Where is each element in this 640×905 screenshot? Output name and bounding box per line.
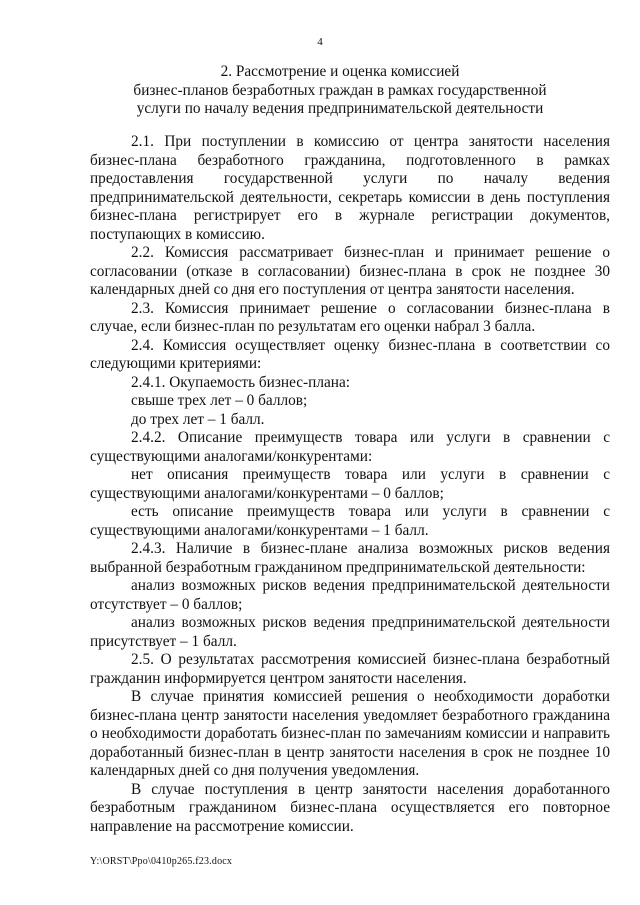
paragraph-2-5: 2.5. О результатах рассмотрения комиссией бизнес-плана безработный гражданин информируется центром занятости населения. [90,651,610,687]
paragraph-2-3: 2.3. Комиссия принимает решение о согласовании бизнес-плана в случае, если бизнес-план по результатам его оценки набрал 3 балла. [90,299,610,335]
heading-line: 2. Рассмотрение и оценка комиссией [220,63,460,80]
paragraph-2-2: 2.2. Комиссия рассматривает бизнес-план и принимает решение о согласовании (отказе в согласовании) бизнес-плана в срок не позднее 30 календарных дней со дня его поступления от центра занятости населения. [90,244,610,298]
page-number: 4 [317,36,323,48]
heading-line: бизнес-планов безработных граждан в рамках государственной [133,81,547,99]
criterion-item: есть описание преимуществ товара или услуги в сравнении с существующими аналогами/конкурентами – 1 балл. [90,503,610,539]
criterion-item: нет описания преимуществ товара или услуги в сравнении с существующими аналогами/конкурентами – 0 баллов; [90,466,610,502]
document-body [90,133,610,836]
paragraph-2-4-1: 2.4.1. Окупаемость бизнес-плана: [131,373,350,391]
paragraph-2-4-2: 2.4.2. Описание преимуществ товара или услуги в сравнении с существующими аналогами/конкурентами: [90,429,610,465]
criterion-item: до трех лет – 1 балл. [131,410,265,428]
criterion-item: свыше трех лет – 0 баллов; [131,392,308,409]
heading-line: услуги по началу ведения предпринимательской деятельности [136,100,544,117]
paragraph-2-4-3: 2.4.3. Наличие в бизнес-плане анализа возможных рисков ведения выбранной безработным гражданином предпринимательской деятельности: [90,540,610,576]
file-path-footer: Y:\ORST\Ppo\0410p265.f23.docx [90,856,233,867]
criterion-item: анализ возможных рисков ведения предпринимательской деятельности присутствует – 1 балл. [90,614,610,650]
paragraph-2-4: 2.4. Комиссия осуществляет оценку бизнес-плана в соответствии со следующими критериями: [90,336,610,372]
criterion-item: анализ возможных рисков ведения предпринимательской деятельности отсутствует – 0 баллов; [90,577,610,613]
section-heading [90,63,590,119]
paragraph-2-1: 2.1. При поступлении в комиссию от центра занятости населения бизнес-плана безработного гражданина, подготовленного в рамках предоставления государственной услуги по началу ведения предпринимательской деятельности, секретарь комиссии в день поступления бизнес-плана регистрирует его в журнале регистрации документов, поступающих в комиссию. [90,133,610,243]
paragraph-resubmission: В случае поступления в центр занятости населения доработанного безработным гражданином бизнес-плана осуществляется его повторное направление на рассмотрение комиссии. [90,780,610,835]
paragraph-revision: В случае принятия комиссией решения о необходимости доработки бизнес-плана центр занятости населения уведомляет безработного гражданина о необходимости доработать бизнес-план по замечаниям комиссии и направить доработанный бизнес-план в центр занятости населения в срок не позднее 10 календарных дней со дня получения уведомления. [90,688,610,779]
